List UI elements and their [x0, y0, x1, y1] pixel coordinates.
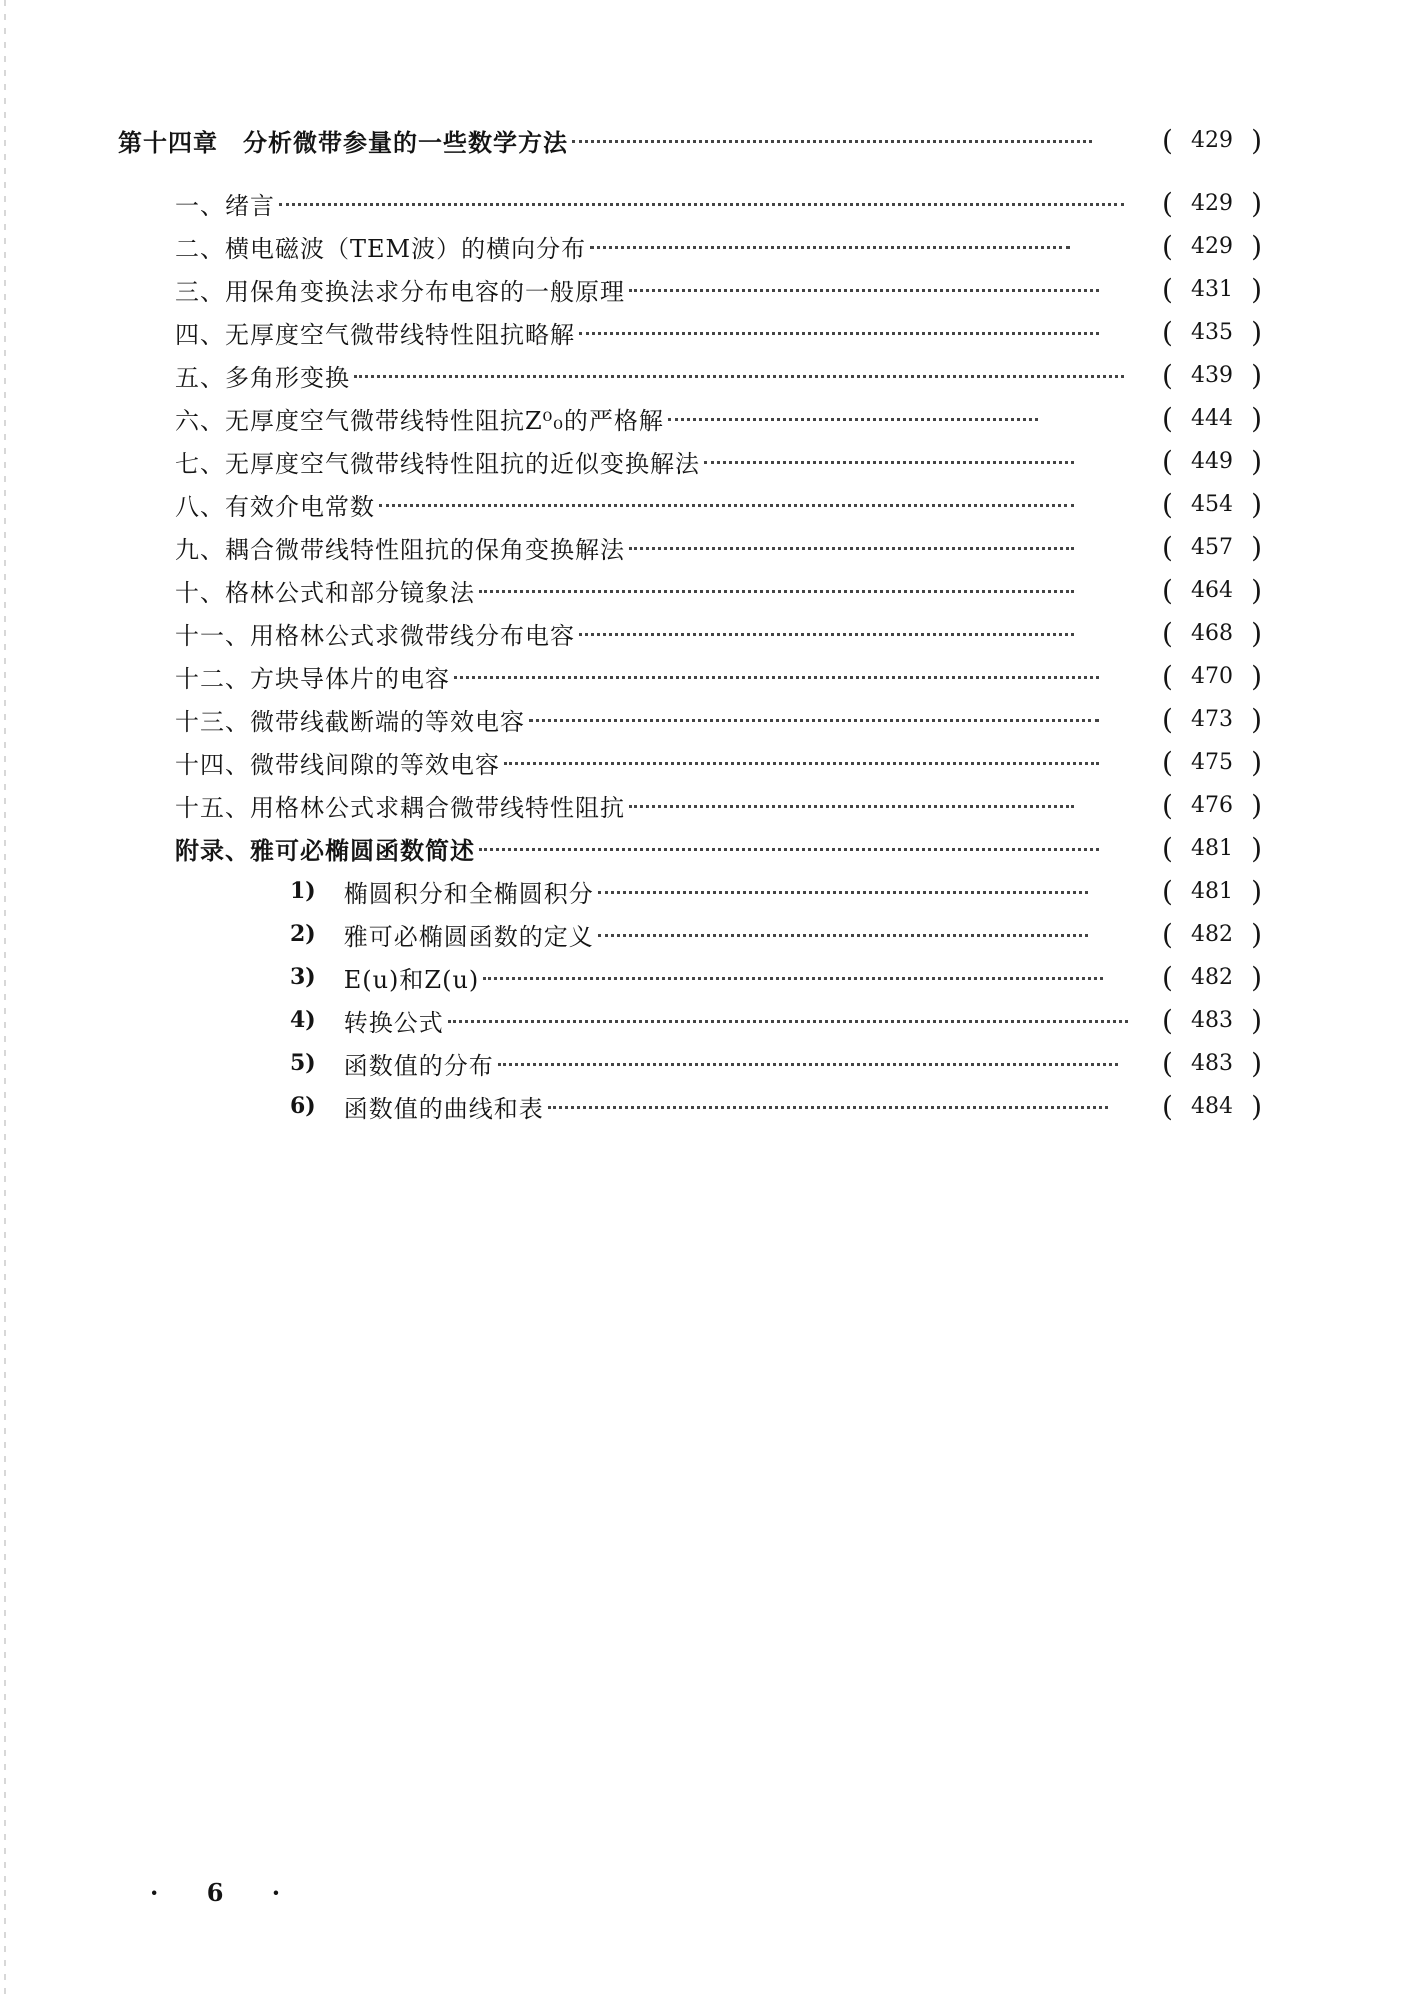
leader-dots — [504, 760, 1099, 765]
subitem-number: 4) — [290, 1007, 316, 1033]
page-number: ( 429 ) — [1162, 186, 1262, 220]
subitem-title: 转换公式 — [343, 1008, 444, 1037]
toc-section-row[interactable] — [0, 486, 1404, 522]
leader-dots — [590, 244, 1070, 249]
section-title: 十一、用格林公式求微带线分布电容 — [175, 621, 575, 650]
section-title: 十五、用格林公式求耦合微带线特性阻抗 — [175, 793, 625, 822]
page-number: ( 454 ) — [1162, 487, 1262, 521]
page-number: ( 464 ) — [1162, 573, 1262, 607]
leader-dots — [629, 803, 1074, 808]
toc-section-row[interactable] — [0, 357, 1404, 393]
toc-section-row[interactable] — [0, 529, 1404, 565]
toc-section-row[interactable] — [0, 228, 1404, 264]
toc-section-row[interactable] — [0, 744, 1404, 780]
page-number: ( 483 ) — [1162, 1003, 1262, 1037]
subitem-number: 1) — [290, 878, 316, 904]
section-title: 十三、微带线截断端的等效电容 — [175, 707, 525, 736]
section-title: 三、用保角变换法求分布电容的一般原理 — [175, 277, 625, 306]
page-number: ( 468 ) — [1162, 616, 1262, 650]
leader-dots — [572, 138, 1092, 143]
subitem-number: 2) — [290, 921, 316, 947]
section-title: 附录、雅可必椭圆函数简述 — [175, 835, 475, 865]
toc-section-row[interactable] — [0, 572, 1404, 608]
subitem-title: 椭圆积分和全椭圆积分 — [343, 879, 594, 908]
page-number: ( 435 ) — [1162, 315, 1262, 349]
toc-section-row[interactable] — [0, 615, 1404, 651]
toc-subitem-row[interactable] — [0, 873, 1404, 909]
leader-dots — [479, 846, 1099, 851]
page-number: ( 482 ) — [1162, 917, 1262, 951]
leader-dots — [354, 373, 1124, 378]
section-title: 七、无厚度空气微带线特性阻抗的近似变换解法 — [175, 449, 700, 478]
section-title: 一、绪言 — [175, 191, 275, 220]
toc-section-row[interactable] — [0, 400, 1404, 436]
toc-section-row[interactable] — [0, 658, 1404, 694]
section-title: 五、多角形变换 — [175, 363, 350, 392]
leader-dots — [598, 932, 1088, 937]
leader-dots — [579, 330, 1099, 335]
leader-dots — [704, 459, 1074, 464]
toc-chapter-row[interactable] — [0, 122, 1404, 158]
subitem-number: 3) — [290, 964, 316, 990]
subitem-title: 函数值的曲线和表 — [343, 1094, 544, 1123]
leader-dots — [379, 502, 1074, 507]
leader-dots — [448, 1018, 1128, 1023]
subitem-number: 6) — [290, 1093, 316, 1119]
page-number: ( 431 ) — [1162, 272, 1262, 306]
section-title: 九、耦合微带线特性阻抗的保角变换解法 — [175, 535, 625, 564]
subitem-number: 5) — [290, 1050, 316, 1076]
toc-section-row[interactable] — [0, 271, 1404, 307]
leader-dots — [479, 588, 1074, 593]
subitem-title: E(u)和Z(u) — [343, 965, 480, 994]
section-title: 八、有效介电常数 — [175, 492, 375, 521]
leader-dots — [598, 889, 1088, 894]
page-number: ( 470 ) — [1162, 659, 1262, 693]
toc-subitem-row[interactable] — [0, 1002, 1404, 1038]
toc-section-row[interactable] — [0, 701, 1404, 737]
page-number: ( 473 ) — [1162, 702, 1262, 736]
toc-section-row[interactable] — [0, 787, 1404, 823]
toc-appendix-row[interactable] — [0, 830, 1404, 866]
toc-section-row[interactable] — [0, 443, 1404, 479]
leader-dots — [629, 287, 1099, 292]
leader-dots — [498, 1061, 1118, 1066]
leader-dots — [279, 201, 1124, 206]
page-number: ( 457 ) — [1162, 530, 1262, 564]
toc-subitem-row[interactable] — [0, 916, 1404, 952]
page-number: ( 449 ) — [1162, 444, 1262, 478]
leader-dots — [579, 631, 1074, 636]
section-title: 六、无厚度空气微带线特性阻抗Z⁰₀的严格解 — [175, 406, 664, 435]
page-number: ( 481 ) — [1162, 874, 1262, 908]
page-number: ( 484 ) — [1162, 1089, 1262, 1123]
toc-section-row[interactable] — [0, 185, 1404, 221]
leader-dots — [629, 545, 1074, 550]
section-title: 四、无厚度空气微带线特性阻抗略解 — [175, 320, 575, 349]
section-title: 十四、微带线间隙的等效电容 — [175, 750, 500, 779]
section-title: 二、横电磁波（TEM波）的横向分布 — [175, 234, 587, 263]
subitem-title: 函数值的分布 — [343, 1051, 494, 1080]
page-number: ( 483 ) — [1162, 1046, 1262, 1080]
toc-subitem-row[interactable] — [0, 1045, 1404, 1081]
leader-dots — [529, 717, 1099, 722]
page-number: ( 429 ) — [1162, 123, 1262, 157]
page-folio: · 6 · — [150, 1878, 301, 1907]
page-number: ( 476 ) — [1162, 788, 1262, 822]
toc-subitem-row[interactable] — [0, 1088, 1404, 1124]
page-number: ( 444 ) — [1162, 401, 1262, 435]
toc-section-row[interactable] — [0, 314, 1404, 350]
toc-subitem-row[interactable] — [0, 959, 1404, 995]
leader-dots — [454, 674, 1099, 679]
page-number: ( 439 ) — [1162, 358, 1262, 392]
leader-dots — [483, 975, 1103, 980]
leader-dots — [668, 416, 1038, 421]
page-number: ( 475 ) — [1162, 745, 1262, 779]
subitem-title: 雅可必椭圆函数的定义 — [343, 922, 594, 951]
section-title: 十、格林公式和部分镜象法 — [175, 578, 475, 607]
page-number: ( 481 ) — [1162, 831, 1262, 865]
page-number: ( 482 ) — [1162, 960, 1262, 994]
leader-dots — [548, 1104, 1108, 1109]
page-number: ( 429 ) — [1162, 229, 1262, 263]
chapter-title: 第十四章 分析微带参量的一些数学方法 — [118, 127, 568, 157]
section-title: 十二、方块导体片的电容 — [175, 664, 450, 693]
